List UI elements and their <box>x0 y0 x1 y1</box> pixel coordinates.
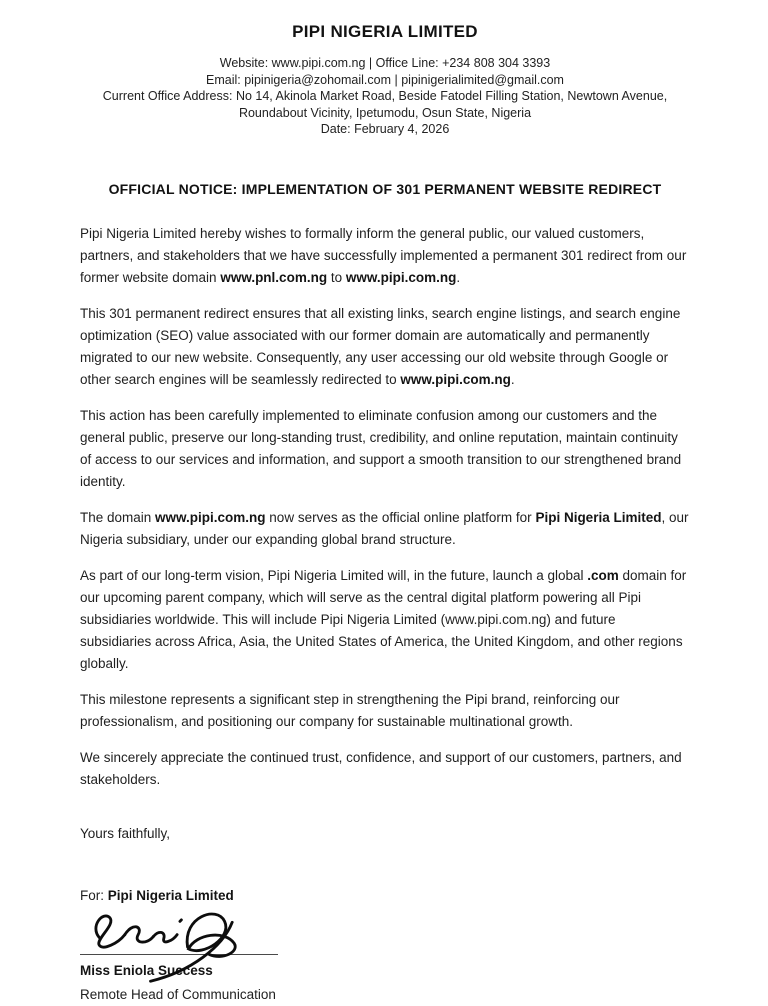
signature-block <box>80 823 690 1006</box>
for-label: For: <box>80 887 108 903</box>
letterhead-address-line-2: Roundabout Vicinity, Ipetumodu, Osun State, Nigeria <box>238 105 532 120</box>
letterhead-website-line: Website: www.pipi.com.ng | Office Line: +234 808 304 3393 <box>219 56 551 70</box>
paragraph-appreciation: We sincerely appreciate the continued trust, confidence, and support of our customers, partners, and stakeholders. <box>80 749 682 787</box>
letter-body <box>80 223 690 791</box>
paragraph-official-platform: The domain www.pipi.com.ng now serves as the official online platform for Pipi Nigeria Limited, our Nigeria subsidiary, under our expanding global brand structure. <box>80 509 689 547</box>
paragraph-milestone: This milestone represents a significant step in strengthening the Pipi brand, reinforcing our professionalism, and positioning our company for sustainable multinational growth. <box>80 691 620 729</box>
letterhead-date-line: Date: February 4, 2026 <box>320 122 450 136</box>
paragraph-global-vision: As part of our long-term vision, Pipi Nigeria Limited will, in the future, launch a global .com domain for our upcoming parent company, which will serve as the central digital platform powering all Pipi subsidiaries worldwide. This will include Pipi Nigeria Limited (www.pipi.com.ng) and future subsidiaries across Africa, Asia, the United States of America, the United Kingdom, and other regions globally. <box>80 567 687 671</box>
signer-name: Miss Eniola Success <box>80 962 213 978</box>
signature-line <box>80 954 278 955</box>
letterhead-email-line: Email: pipinigeria@zohomail.com | pipinigerialimited@gmail.com <box>206 72 564 87</box>
letterhead-address-line-1: Current Office Address: No 14, Akinola Market Road, Beside Fatodel Filling Station, Newtown Avenue, <box>102 89 668 103</box>
notice-title: OFFICIAL NOTICE: IMPLEMENTATION OF 301 PERMANENT WEBSITE REDIRECT <box>108 180 662 197</box>
company-name: PIPI NIGERIA LIMITED <box>292 22 478 41</box>
paragraph-seo-migration: This 301 permanent redirect ensures that all existing links, search engine listings, and search engine optimization (SEO) value associated with our former domain are automatically and permanently migrated to our new website. Consequently, any user accessing our old website through Google or other search engines will be seamlessly redirected to www.pipi.com.ng. <box>80 305 681 387</box>
paragraph-redirect-announcement: Pipi Nigeria Limited hereby wishes to formally inform the general public, our valued customers, partners, and stakeholders that we have successfully implemented a permanent 301 redirect from our former website domain www.pnl.com.ng to www.pipi.com.ng. <box>80 225 687 285</box>
letterhead-contact <box>80 55 690 138</box>
letterhead <box>80 22 690 138</box>
signature-area <box>80 909 278 955</box>
signer-title: Remote Head of Communication <box>80 986 276 1002</box>
for-line <box>80 885 690 907</box>
paragraph-rationale: This action has been carefully implemented to eliminate confusion among our customers and the general public, preserve our long-standing trust, credibility, and online reputation, maintain continuity of access to our services and information, and support a smooth transition to our strengthened brand identity. <box>80 407 682 489</box>
for-company-name: Pipi Nigeria Limited <box>107 887 234 903</box>
closing-salutation: Yours faithfully, <box>80 825 171 841</box>
